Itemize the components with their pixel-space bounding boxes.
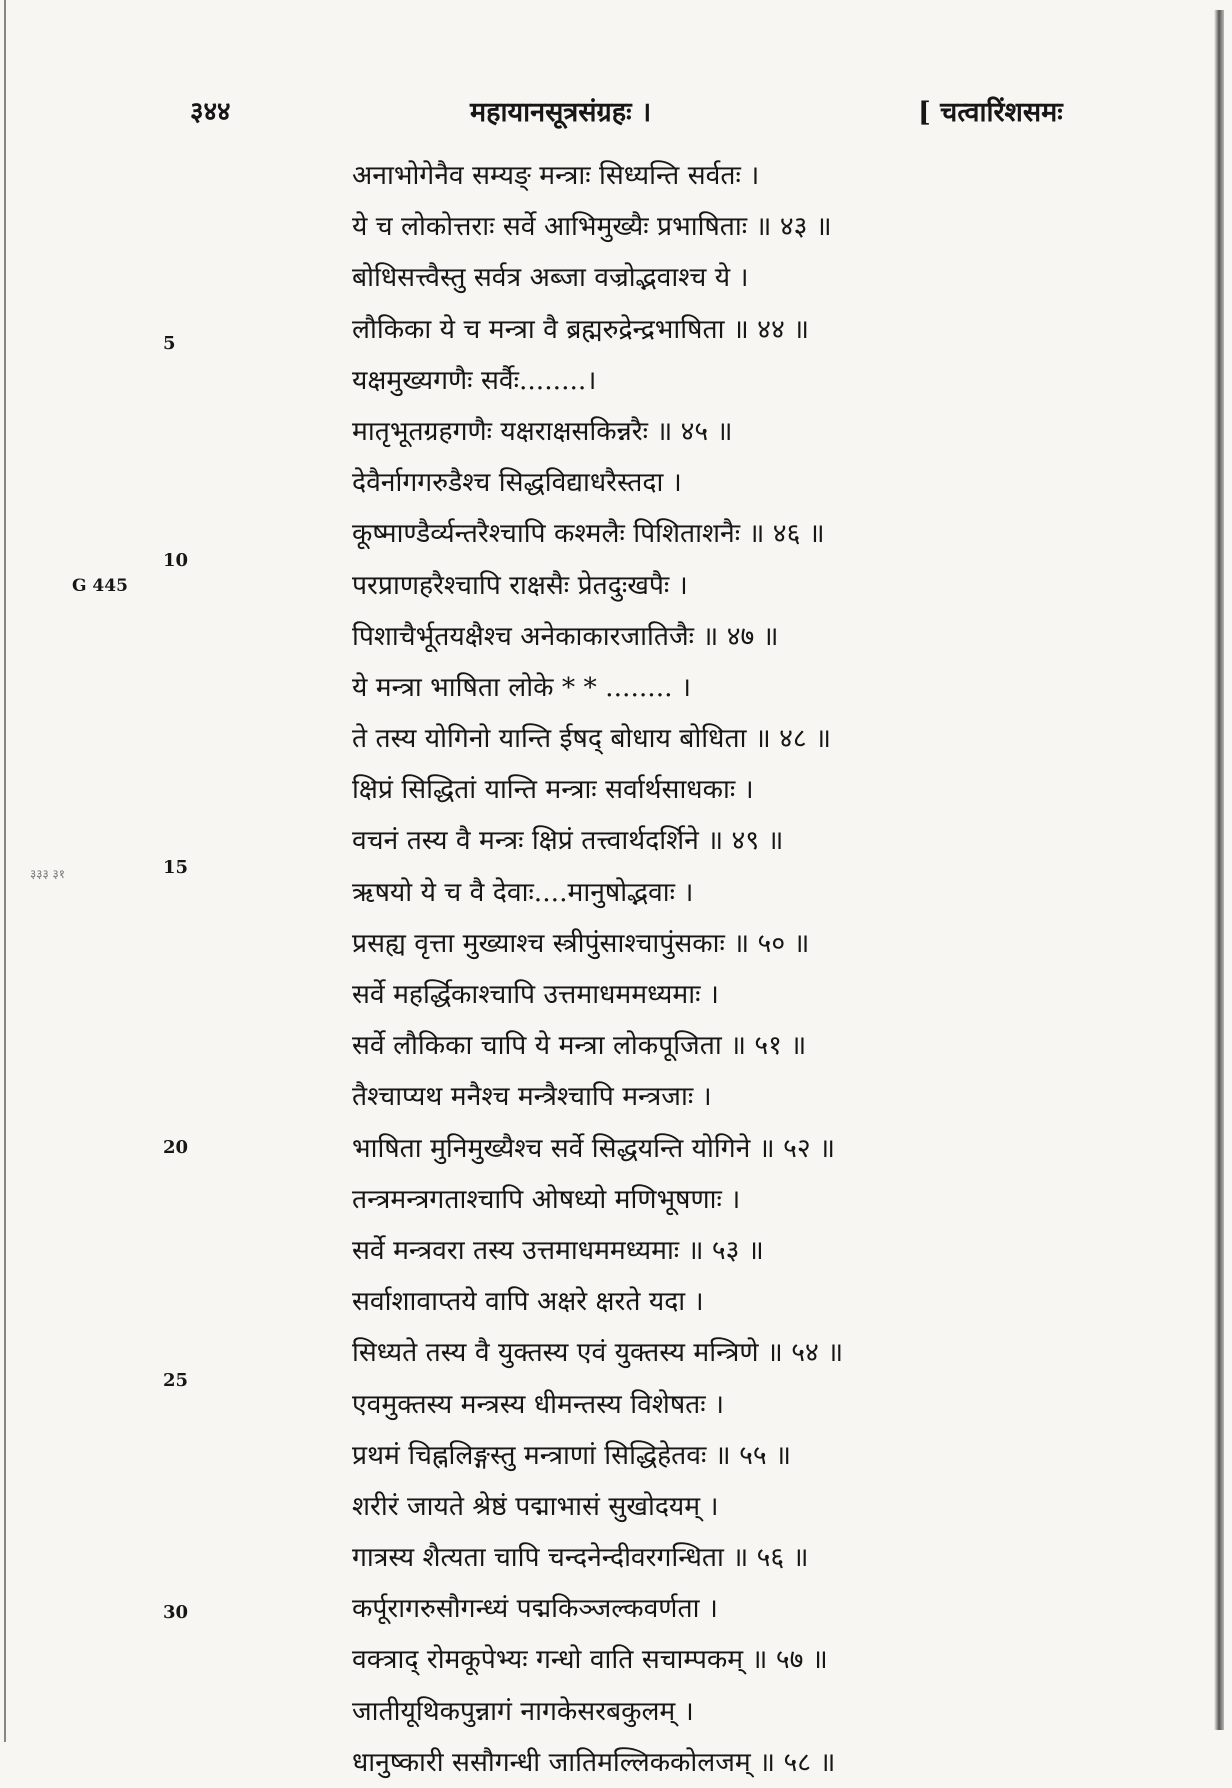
line-number: 30 (163, 1602, 189, 1623)
verse-line: वक्त्राद् रोमकूपेभ्यः गन्धो वाति सचाम्पकम् ॥ ५७ ॥ (352, 1644, 828, 1676)
verse-line: वचनं तस्य वै मन्त्रः क्षिप्रं तत्त्वार्थदर्शिने ॥ ४९ ॥ (352, 825, 784, 857)
verse-line: जातीयूथिकपुन्नागं नागकेसरबकुलम् । (352, 1695, 694, 1727)
verse-line: ते तस्य योगिनो यान्ति ईषद् बोधाय बोधिता ॥ ४८ ॥ (352, 723, 832, 755)
verse-line: गात्रस्य शैत्यता चापि चन्दनेन्दीवरगन्धिता ॥ ५६ ॥ (352, 1542, 809, 1574)
verse-line: शरीरं जायते श्रेष्ठं पद्माभासं सुखोदयम् । (352, 1490, 719, 1522)
verse-line: सर्वे मन्त्रवरा तस्य उत्तमाधममध्यमाः ॥ ५३ ॥ (352, 1234, 764, 1266)
verse-line: ये मन्त्रा भाषिता लोके * * ........ । (352, 671, 692, 703)
verse-line: एवमुक्तस्य मन्त्रस्य धीमन्तस्य विशेषतः । (352, 1388, 725, 1420)
verse-line: तैश्चाप्यथ मनैश्च मन्त्रैश्चापि मन्त्रजाः । (352, 1081, 712, 1113)
verse-block (352, 150, 1182, 1788)
verse-line: परप्राणहरैश्चापि राक्षसैः प्रेतदुःखपैः । (352, 569, 688, 601)
verse-line: प्रथमं चिह्नलिङ्गस्तु मन्त्राणां सिद्धिहेतवः ॥ ५५ ॥ (352, 1439, 791, 1471)
verse-line: सर्वे लौकिका चापि ये मन्त्रा लोकपूजिता ॥ ५१ ॥ (352, 1030, 807, 1062)
verse-line: लौकिका ये च मन्त्रा वै ब्रह्मरुद्रेन्द्रभाषिता ॥ ४४ ॥ (352, 313, 810, 345)
verse-line: बोधिसत्त्वैस्तु सर्वत्र अब्जा वज्रोद्भवाश्च ये । (352, 262, 749, 294)
verse-line: सिध्यते तस्य वै युक्तस्य एवं युक्तस्य मन्त्रिणे ॥ ५४ ॥ (352, 1337, 844, 1369)
verse-line: क्षिप्रं सिद्धितां यान्ति मन्त्राः सर्वार्थसाधकाः । (352, 774, 754, 806)
verse-line: यक्षमुख्यगणैः सर्वैः........। (352, 364, 597, 396)
verse-line: कूष्माण्डैर्व्यन्तरैश्चापि कश्मलैः पिशिताशनैः ॥ ४६ ॥ (352, 518, 825, 550)
verse-line: सर्वे महर्द्धिकाश्चापि उत्तमाधममध्यमाः । (352, 979, 719, 1010)
page-number: ३४४ (190, 97, 231, 127)
verse-line: तन्त्रमन्त्रगताश्चापि ओषध्यो मणिभूषणाः । (352, 1183, 741, 1215)
line-number: 15 (163, 857, 189, 878)
verse-line: देवैर्नागगरुडैश्च सिद्धविद्याधरैस्तदा । (352, 467, 682, 499)
right-page-edge-shadow (1214, 10, 1224, 1730)
chapter-title: [ चत्वारिंशसमः (918, 97, 1063, 128)
margin-scan-noise: ३३३ ३१ (30, 867, 66, 881)
left-page-rule (4, 0, 6, 1742)
running-header (0, 92, 1232, 132)
verse-line: मातृभूतग्रहगणैः यक्षराक्षसकिन्नरैः ॥ ४५ ॥ (352, 415, 733, 447)
verse-line: धानुष्कारी ससौगन्धी जातिमल्लिककोलजम् ॥ ५८ ॥ (352, 1746, 836, 1778)
verse-line: भाषिता मुनिमुख्यैश्च सर्वे सिद्धयन्ति योगिने ॥ ५२ ॥ (352, 1132, 835, 1164)
verse-line: कर्पूरागरुसौगन्ध्यं पद्मकिञ्जल्कवर्णता । (352, 1593, 718, 1625)
line-number: 20 (163, 1137, 189, 1158)
margin-page-reference: G 445 (72, 576, 128, 596)
line-number: 10 (163, 550, 189, 571)
line-number: 25 (163, 1370, 189, 1391)
verse-line: ये च लोकोत्तराः सर्वे आभिमुख्यैः प्रभाषिताः ॥ ४३ ॥ (352, 211, 832, 243)
verse-line: प्रसह्य वृत्ता मुख्याश्च स्त्रीपुंसाश्चापुंसकाः ॥ ५० ॥ (352, 927, 810, 959)
line-number: 5 (163, 333, 176, 354)
verse-line: अनाभोगेनैव सम्यङ् मन्त्राः सिध्यन्ति सर्वतः । (352, 160, 760, 191)
verse-line: पिशाचैर्भूतयक्षैश्च अनेकाकारजातिजैः ॥ ४७ ॥ (352, 620, 779, 652)
running-title: महायानसूत्रसंग्रहः । (470, 97, 652, 128)
verse-line: ऋषयो ये च वै देवाः....मानुषोद्भवाः । (352, 876, 694, 908)
verse-line: सर्वाशावाप्तये वापि अक्षरे क्षरते यदा । (352, 1286, 704, 1318)
